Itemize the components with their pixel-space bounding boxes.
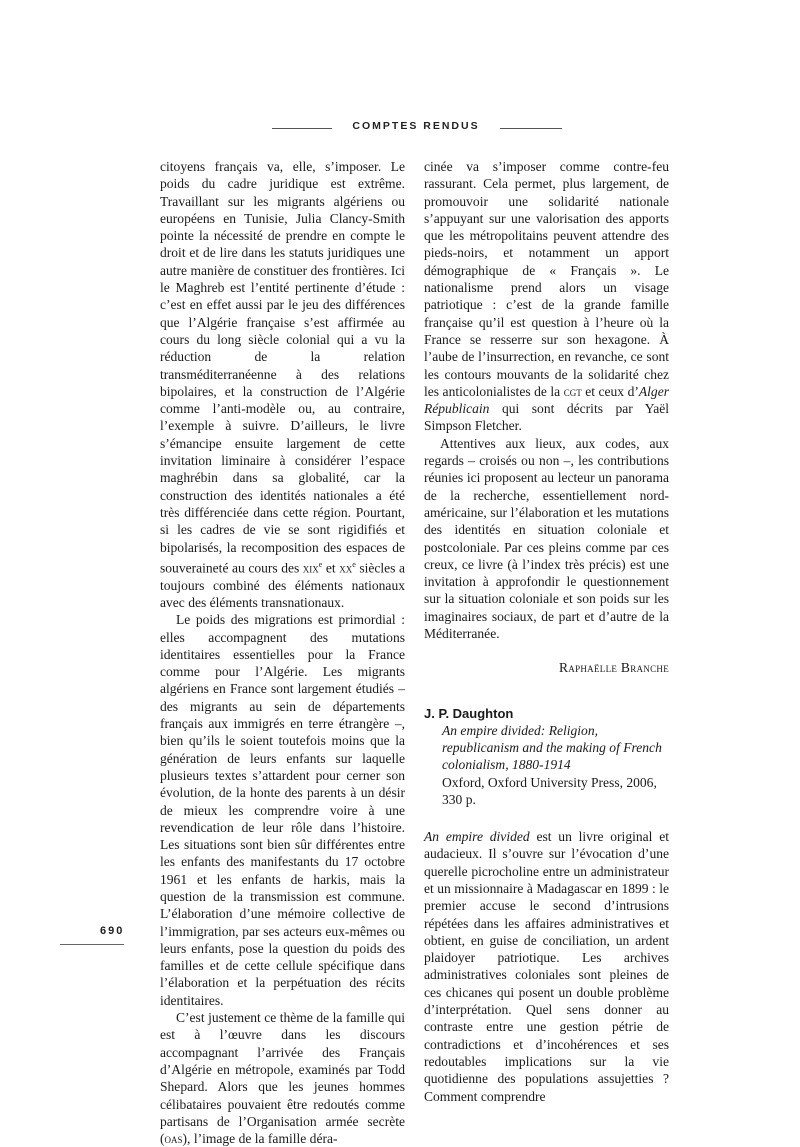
book-reference	[424, 722, 669, 808]
right-paragraph-1: cinée va s’imposer comme contre-feu rassurant. Cela permet, plus largement, de promouvoir une solidarité nationale s’appuyant sur une valorisation des apports que les métropolitains peuvent attendre des pieds-noirs, et notamment un apport démographique de « Français ». Le nationalisme prend alors un visage patriotique : c’est de la grande famille française qu’il est question à l’heure où la France se resserre sur son hexagone. À l’aube de l’insurrection, en revanche, ce sont les contours mouvants de la solidarité chez les anticolonialistes de la cgt et ceux d’Alger Républicain qui sont décrits par Yaël Simpson Fletcher.	[424, 159, 669, 434]
book-publisher: Oxford, Oxford University Press, 2006,	[442, 774, 657, 790]
right-paragraph-3: An empire divided est un livre original et audacieux. Il s’ouvre sur l’évocation d’une querelle picrocholine entre un administrateur et un missionnaire à Madagascar en 1899 : le premier accuse le second d’intrusions répétées dans les affaires administratives et obtient, en guise de conciliation, un ardent plaidoyer patriotique. Les archives administratives coloniales sont pleines de ces chicanes qui posent un double problème d’interprétation. Quel sens donner au contraste entre une gestion pétrie de contradictions et d’incohérences et ses redoutables implications sur la vie quotidienne des populations assujetties ? Comment comprendre	[424, 829, 669, 1104]
book-author: J. P. Daughton	[424, 705, 514, 721]
header-rule-right	[500, 128, 562, 129]
review-signature: Raphaëlle Branche	[558, 660, 669, 676]
left-paragraph-3: C’est justement ce thème de la famille qui est à l’œuvre dans les discours accompagnant l’arrivée des Français d’Algérie en métropole, examinés par Todd Shepard. Alors que les jeunes hommes célibataires pouvaient être redoutés comme partisans de l’Organisation armée secrète (oas), l’image de la famille déra-	[160, 1010, 405, 1147]
running-header	[0, 120, 800, 136]
left-paragraph-2: Le poids des migrations est primordial : elles accompagnent des mutations identitaires essentielles pour la France comme pour l’Algérie. Les migrants algériens en France sont largement étudiés – des migrants au sein de départements français aux immigrés en terre étrangère –, bien qu’ils le soient toutefois moins que la génération de leurs enfants sur laquelle plusieurs textes s’attardent pour cerner son évolution, de la honte des parents à un désir de mieux les comprendre voire à une revendication de leur rôle dans l’histoire. Les situations sont bien sûr différentes entre les enfants des manifestants du 17 octobre 1961 et les enfants de harkis, mais la question de la transmission est commune. L’élaboration d’une mémoire collective de l’immigration, par ses acteurs eux-mêmes ou leurs enfants, pose la question du poids des familles et de cette cellule spécifique dans l’élaboration et la perpétuation des récits identitaires.	[160, 612, 405, 1008]
header-rule-left	[272, 128, 332, 129]
page-number-rule	[60, 944, 124, 945]
right-column	[424, 158, 669, 1105]
running-title: COMPTES RENDUS	[352, 120, 480, 132]
page-number: 690	[100, 925, 125, 937]
left-paragraph-1: citoyens français va, elle, s’imposer. Le poids du cadre juridique est extrême. Travaillant sur les migrants algériens ou européens en Tunisie, Julia Clancy-Smith pointe la nécessité de prendre en compte le droit et de lire dans les statuts juridiques une autre manière de constituer des frontières. Ici le Maghreb est l’entité pertinente d’étude : c’est en effet aussi par le jeu des différences que l’Algérie française s’est affirmée au cours du long siècle colonial qui a vu la réduction de la relation transméditerranéenne à des relations bipolaires, et la construction de l’Algérie comme l’anti-modèle ou, au contraire, l’exemple à suivre. D’ailleurs, le livre s’émancipe ensuite largement de cette invitation liminaire à considérer l’espace maghrébin dans sa globalité, car la construction des identités nationales a été très différenciée dans cette région. Pourtant, si les cadres de vie se sont rigidifiés et bipolarisés, la recomposition des espaces de souveraineté au cours des xix$^e$ et $xx^e$ siècles a toujours combiné des éléments nationaux avec des éléments transnationaux.	[160, 159, 405, 610]
book-title: An empire divided: Religion, republicanism and the making of French colonialism, 1880-1914	[442, 722, 662, 773]
book-pages: 330 p.	[442, 791, 476, 807]
left-column	[160, 158, 405, 1147]
right-paragraph-2: Attentives aux lieux, aux codes, aux regards – croisés ou non –, les contributions réunies ici proposent au lecteur un panorama de la recherche, essentiellement nord-américaine, sur l’élaboration et les mutations des identités en situation coloniale et postcoloniale. Par ces pleins comme par ces creux, ce livre (à l’index très précis) est une invitation à approfondir le questionnement sur la situation coloniale et son poids sur les imaginaires sociaux, de part et d’autre de la Méditerranée.	[424, 435, 669, 642]
spacer	[424, 808, 669, 828]
